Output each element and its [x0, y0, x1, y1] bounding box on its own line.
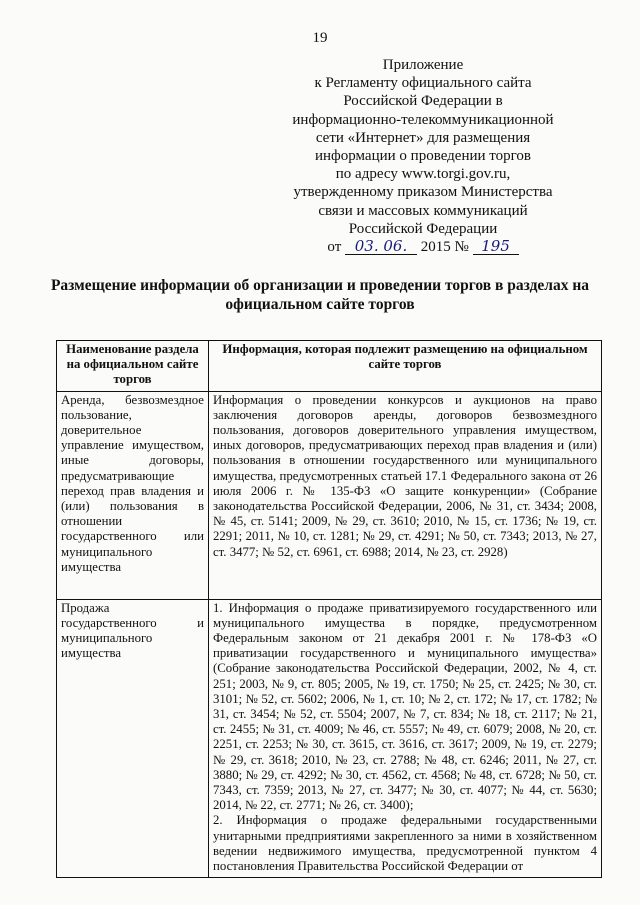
- appendix-line: информации о проведении торгов: [315, 148, 531, 165]
- appendix-line: утвержденному приказом Министерства: [293, 184, 553, 201]
- order-date-line: [262, 238, 584, 256]
- section-info-cell: [209, 599, 602, 878]
- date-prefix: от: [327, 239, 342, 256]
- section-info-cell: [209, 391, 602, 599]
- table-row: [57, 391, 602, 599]
- document-title: Размещение информации об организации и проведении торгов в разделах на официальном сайте торгов: [50, 277, 590, 313]
- appendix-block: [262, 56, 584, 256]
- handwritten-number: 195: [473, 239, 519, 255]
- section-name-cell: Аренда, безвозмездное пользование, доверительное управление имуществом, иные договоры, предусматривающие переход прав владения и (или) пользования в отношении государственного или муниципального имущества: [57, 391, 209, 599]
- column-header-info: Информация, которая подлежит размещению на официальном сайте торгов: [209, 341, 602, 392]
- handwritten-date: 03. 06.: [345, 239, 417, 255]
- appendix-line: связи и массовых коммуникаций: [318, 202, 528, 219]
- appendix-line: Приложение: [382, 57, 464, 73]
- section-name-cell: Продажа государственного и муниципального имущества: [57, 599, 209, 878]
- appendix-line: по адресу www.torgi.gov.ru,: [335, 166, 511, 183]
- appendix-line: Российской Федерации: [348, 220, 498, 237]
- column-header-section: Наименование раздела на официальном сайте торгов: [57, 341, 209, 392]
- appendix-line: к Регламенту официального сайта: [314, 75, 532, 92]
- table-header-row: [57, 341, 602, 392]
- sections-table: [56, 340, 602, 878]
- table-row: [57, 599, 602, 878]
- appendix-line: информационно-телекоммуникационной: [292, 111, 554, 128]
- info-paragraph: 1. Информация о продаже приватизируемого государственного или муниципального имущества в порядке, предусмотренном Федеральным законом от 21 декабря 2001 г. № 178-ФЗ «О приватизации государственного и муниципального имущества» (Собрание законодательства Российской Федерации, 2002, № 4, ст. 251; 2003, № 9, ст. 805; 2005, № 19, ст. 1750; № 25, ст. 2425; № 30, ст. 3101; № 52, ст. 5602; 2006, № 1, ст. 10; № 2, ст. 172; № 17, ст. 1782; № 31, ст. 3454; № 52, ст. 5504; 2007, № 7, ст. 834; № 18, ст. 2117; № 21, ст. 2455; № 31, ст. 4009; № 46, ст. 5557; № 49, ст. 6079; 2008, № 20, ст. 2251, ст. 2253; № 30, ст. 3615, ст. 3616, ст. 3617; 2009, № 19, ст. 2279; № 29, ст. 3618; 2010, № 23, ст. 2788; № 48, ст. 6246; 2011, № 27, ст. 3880; № 29, ст. 4292; № 30, ст. 4562, ст. 4568; № 48, ст. 6728; № 50, ст. 7343, ст. 7359; 2013, № 27, ст. 3477; № 30, ст. 4077; № 44, ст. 5630; 2014, № 22, ст. 2771; № 26, ст. 3400);: [213, 600, 597, 813]
- year-text: 2015 №: [420, 239, 469, 256]
- appendix-line: Российской Федерации в: [343, 93, 503, 110]
- page-number: 19: [312, 30, 328, 46]
- appendix-line: сети «Интернет» для размещения: [315, 129, 531, 146]
- info-paragraph: 2. Информация о продаже федеральными государственными унитарными предприятиями закрепленного за ними в хозяйственном ведении недвижимого имущества, предусмотренной пунктом 4 постановления Правительства Российской Федерации от: [213, 813, 597, 874]
- info-paragraph: Информация о проведении конкурсов и аукционов на право заключения договоров аренды, договоров безвозмездного пользования, договоров доверительного управления имуществом, иных договоров, предусматривающих переход прав владения и (или) пользования в отношении государственного или муниципального имущества, предусмотренных статьей 17.1 Федерального закона от 26 июля 2006 г. № 135-ФЗ «О защите конкуренции» (Собрание законодательства Российской Федерации, 2006, № 31, ст. 3434; 2008, № 45, ст. 5141; 2009, № 29, ст. 3610; 2010, № 15, ст. 1736; № 19, ст. 2291; 2011, № 10, ст. 1281; № 29, ст. 4291; № 50, ст. 7343; 2013, № 27, ст. 3477; № 52, ст. 6961, ст. 6988; 2014, № 23, ст. 2928): [213, 392, 597, 559]
